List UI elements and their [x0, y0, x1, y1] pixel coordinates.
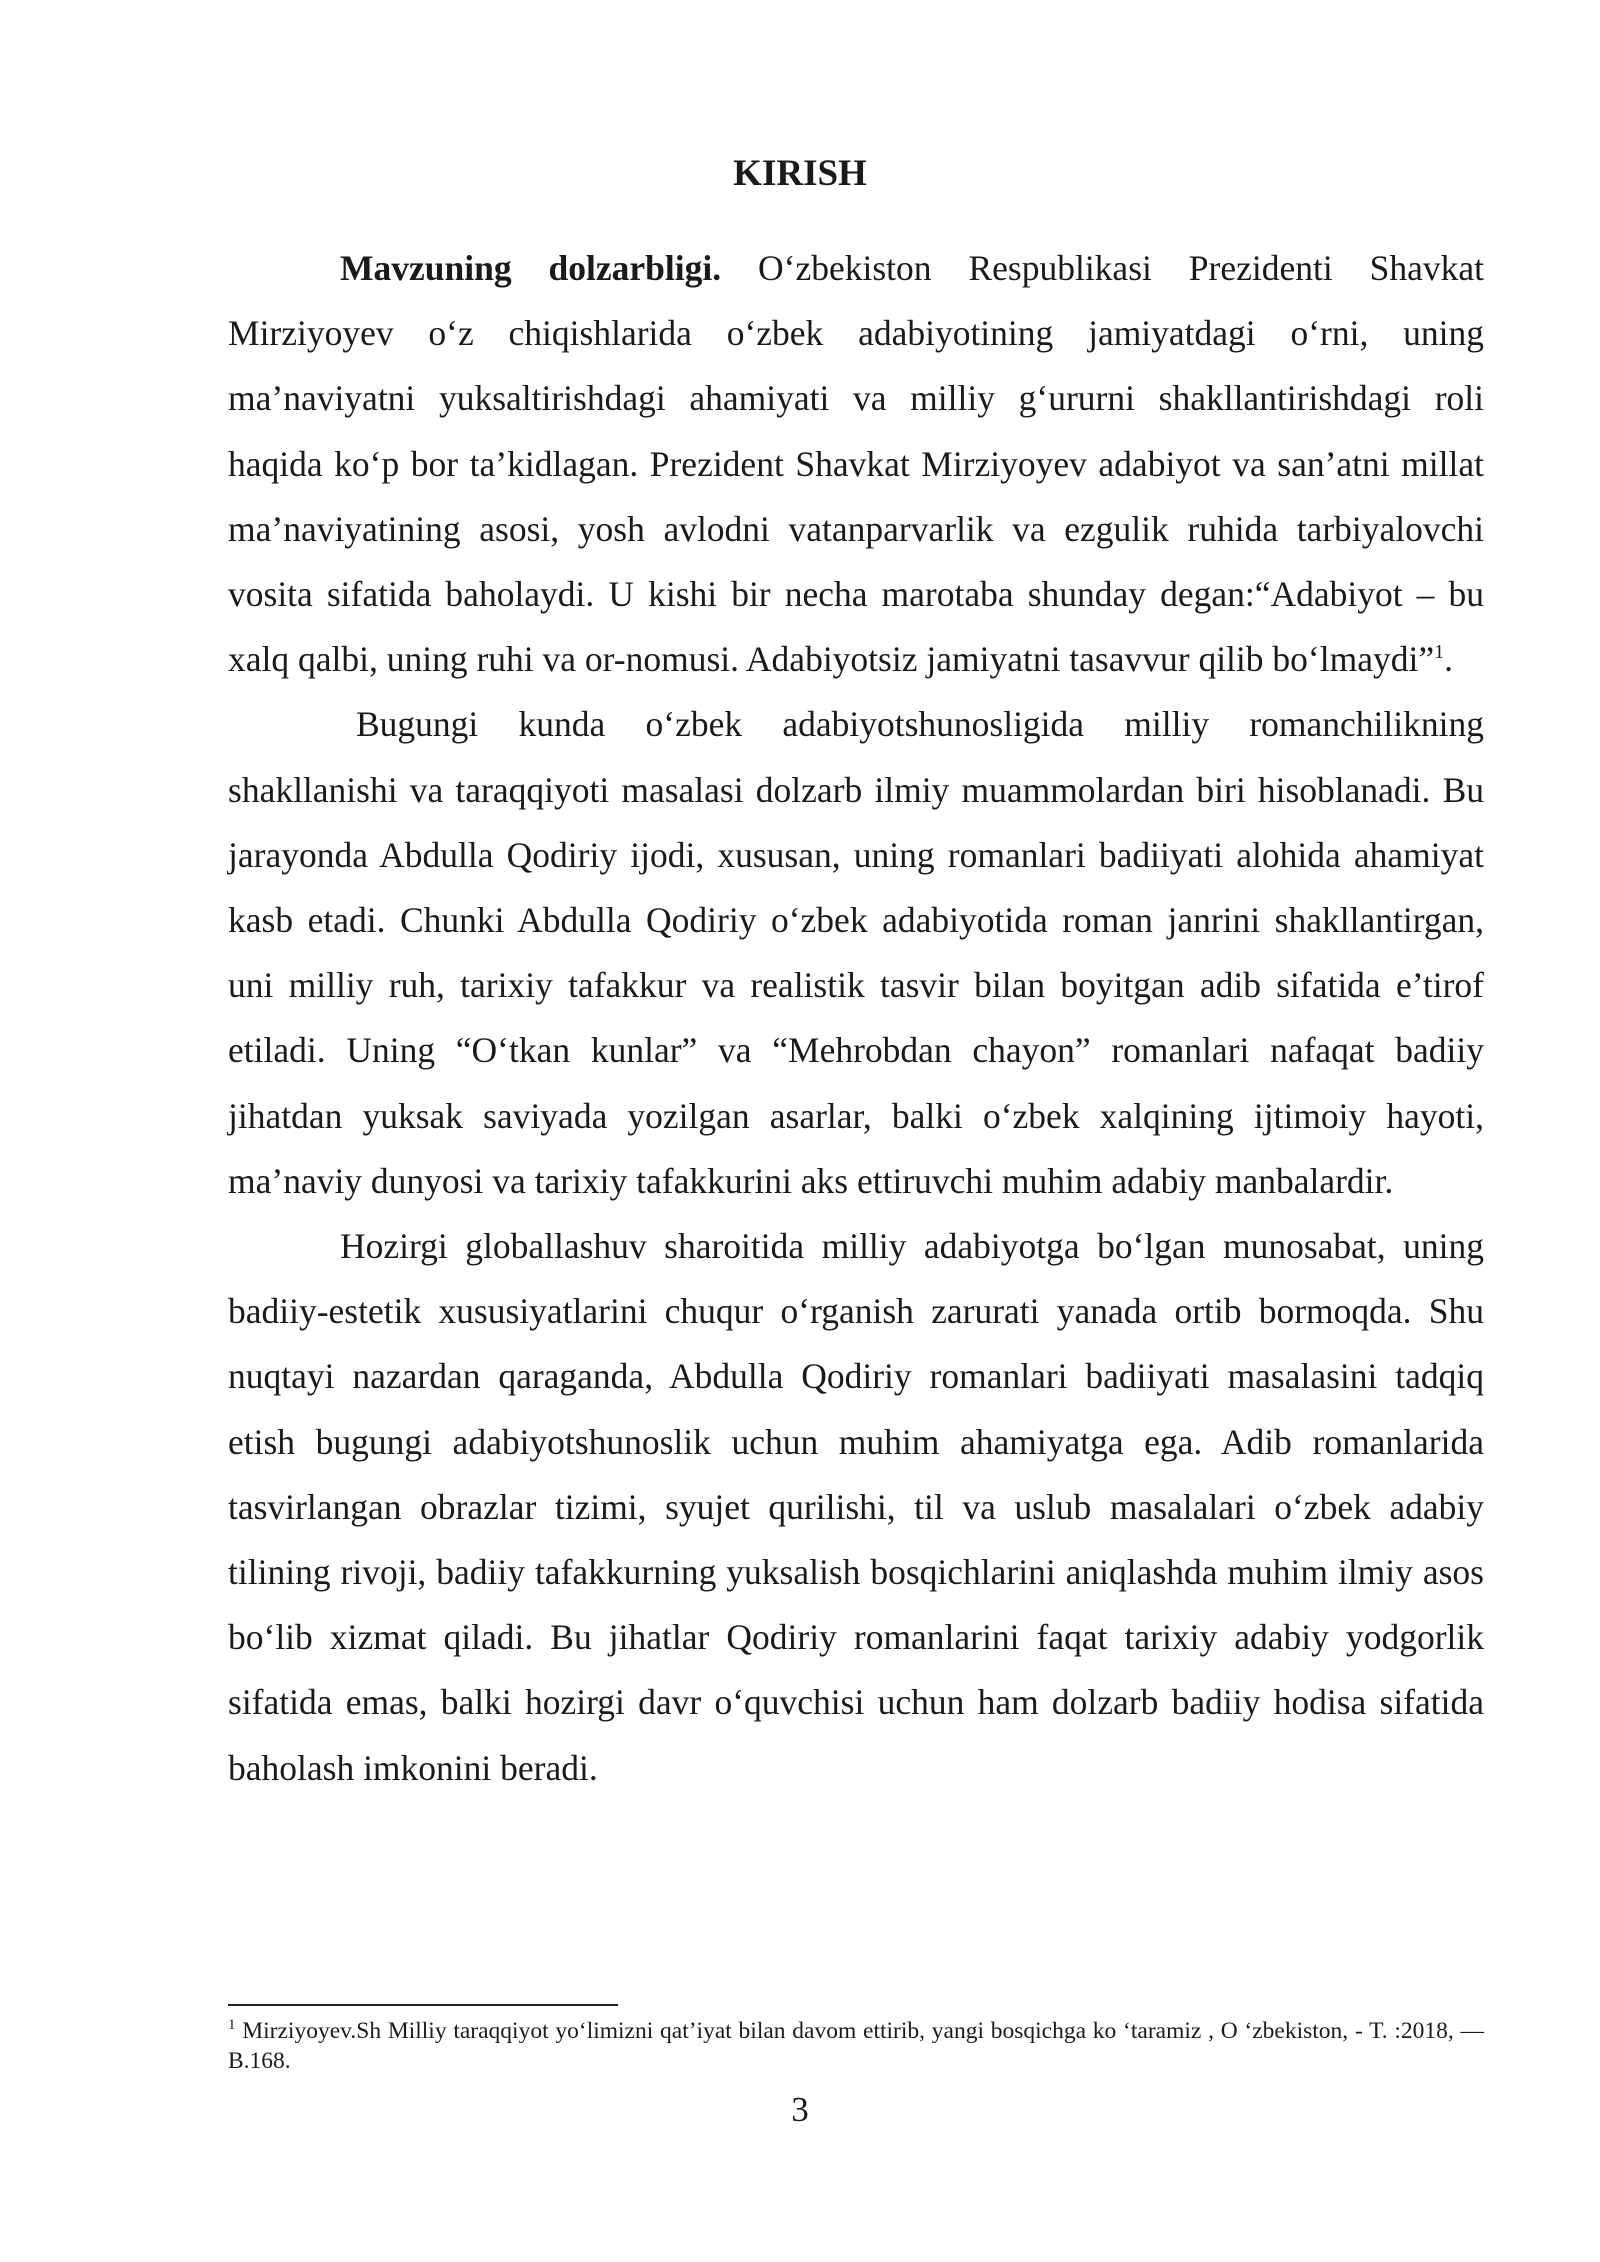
footnote — [228, 2016, 1484, 2076]
paragraph-tail: . — [1444, 639, 1453, 680]
footnote-separator — [228, 2004, 618, 2006]
body-text — [228, 236, 1484, 1801]
footnote-marker: 1 — [228, 2017, 236, 2034]
paragraph-novel-studies: Bugungi kunda o‘zbek adabiyotshunosligida milliy romanchilikning shakllanishi va taraqqiyoti masalasi dolzarb ilmiy muammolardan biri hisoblanadi. Bu jarayonda Abdulla Qodiriy ijodi, xususan, uning romanlari badiiyati alohida ahamiyat kasb etadi. Chunki Abdulla Qodiriy o‘zbek adabiyotida roman janrini shakllantirgan, uni milliy ruh, tarixiy tafakkur va realistik tasvir bilan boyitgan adib sifatida e’tirof etiladi. Uning “O‘tkan kunlar” va “Mehrobdan chayon” romanlari nafaqat badiiy jihatdan yuksak saviyada yozilgan asarlar, balki o‘zbek xalqining ijtimoiy hayoti, ma’naviy dunyosi va tarixiy tafakkurini aks ettiruvchi muhim adabiy manbalardir. — [228, 704, 1484, 1201]
paragraph-text: O‘zbekiston Respublikasi Prezidenti Shavkat Mirziyoyev o‘z chiqishlarida o‘zbek adabiyotining jamiyatdagi o‘rni, uning ma’naviyatni yuksaltirishdagi ahamiyati va milliy g‘ururni shakllantirishdagi roli haqida ko‘p bor ta’kidlagan. Prezident Shavkat Mirziyoyev adabiyot va san’atni millat ma’naviyatining asosi, yosh avlodni vatanparvarlik va ezgulik ruhida tarbiyalovchi vosita sifatida baholaydi. U kishi bir necha marotaba shunday degan:“Adabiyot – bu xalq qalbi, uning ruhi va or-nomusi. Adabiyotsiz jamiyatni tasavvur qilib bo‘lmaydi” — [228, 248, 1485, 680]
paragraph-globalization: Hozirgi globallashuv sharoitida milliy adabiyotga bo‘lgan munosabat, uning badiiy-estetik xususiyatlarini chuqur o‘rganish zarurati yanada ortib bormoqda. Shu nuqtayi nazardan qaraganda, Abdulla Qodiriy romanlari badiiyati masalasini tadqiq etish bugungi adabiyotshunoslik uchun muhim ahamiyatga ega. Adib romanlarida tasvirlangan obrazlar tizimi, syujet qurilishi, til va uslub masalalari o‘zbek adabiy tilining rivoji, badiiy tafakkurning yuksalish bosqichlarini aniqlashda muhim ilmiy asos bo‘lib xizmat qiladi. Bu jihatlar Qodiriy romanlarini faqat tarixiy adabiy yodgorlik sifatida emas, balki hozirgi davr o‘quvchisi uchun ham dolzarb badiiy hodisa sifatida baholash imkonini beradi. — [228, 1226, 1484, 1788]
paragraph-lead: Mavzuning dolzarbligi. — [340, 248, 722, 288]
footnote-reference[interactable]: 1 — [1434, 641, 1445, 664]
section-heading: KIRISH — [733, 153, 867, 194]
paragraph-relevance — [228, 236, 1484, 692]
footnote-text: Mirziyoyev.Sh Milliy taraqqiyot yo‘limizni qat’iyat bilan davom ettirib, yangi bosqichga ko ‘taramiz , O ‘zbekiston, - T. :2018, —B.168. — [228, 2018, 1484, 2074]
page-number: 3 — [791, 2090, 809, 2129]
